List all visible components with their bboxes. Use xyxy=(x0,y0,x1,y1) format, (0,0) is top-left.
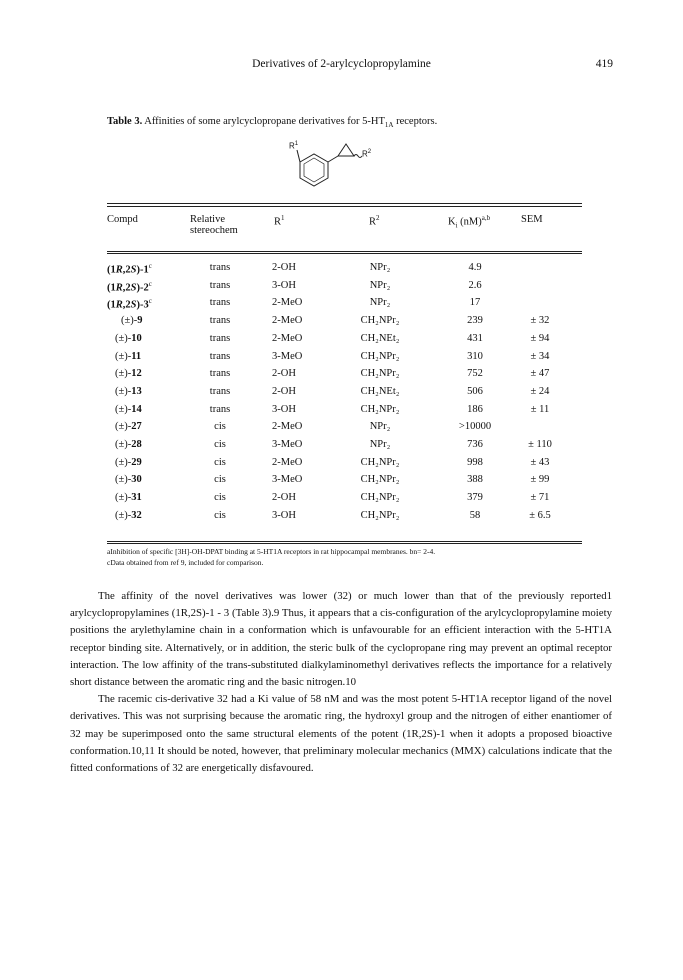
ki-cell: 752 xyxy=(467,368,483,380)
r1-cell: 3-OH xyxy=(272,509,296,521)
r2-cell: CH₂NPr₂ xyxy=(360,474,400,486)
compd-cell: (1R,2S)-2$^c$ xyxy=(107,279,152,294)
compd-cell: (±)-11 xyxy=(115,350,142,362)
stereo-cell: cis xyxy=(214,492,226,504)
table-caption-sub: 1A xyxy=(384,121,394,130)
r1-cell: 2-OH xyxy=(272,385,296,397)
sem-cell: ± 94 xyxy=(530,332,550,344)
body-text xyxy=(70,588,612,777)
r1-cell: 2-OH xyxy=(272,262,296,273)
table-row xyxy=(0,492,683,509)
table-caption-label: Table 3. xyxy=(107,116,143,127)
table-bottom-rule-2 xyxy=(107,543,582,544)
table-row xyxy=(0,457,683,474)
sem-cell: ± 110 xyxy=(528,439,552,450)
table-header-rule-2 xyxy=(107,253,582,254)
compd-cell: (1R,2S)-1$^c$ xyxy=(107,262,152,276)
sem-cell: ± 47 xyxy=(530,368,550,380)
col-r1: $R^1$ xyxy=(274,214,285,228)
stereo-cell: trans xyxy=(209,403,231,415)
sem-cell: ± 6.5 xyxy=(529,509,551,521)
table-caption-text: Affinities of some arylcyclopropane derivatives for 5-HT xyxy=(142,116,385,127)
ki-cell: 998 xyxy=(467,456,483,468)
r2-cell: NPr₂ xyxy=(369,279,391,291)
sem-cell: ± 11 xyxy=(530,403,550,415)
ki-cell: 17 xyxy=(469,297,481,309)
stereo-cell: cis xyxy=(214,421,226,433)
stereo-cell: trans xyxy=(209,332,231,344)
sem-cell: ± 99 xyxy=(530,474,550,486)
r2-cell: CH₂NPr₂ xyxy=(360,368,400,380)
r1-cell: 2-MeO xyxy=(272,421,303,433)
stereo-cell: trans xyxy=(209,262,231,273)
r1-cell: 2-MeO xyxy=(272,315,303,327)
ki-cell: 388 xyxy=(467,474,483,486)
paragraph-1: The affinity of the novel derivatives was lower (32) or much lower than that of the previously reported1 arylcyclopropylamines (1R,2S)-1 - 3 (Table 3).9 Thus, it appears that a cis-configuration of the arylcyclopropylamine moiety positions the arylethylamine chain in a conformation which is unfavourable for an efficient interaction with the 5-HT1A receptor binding site. Alternatively, or in addition, the steric bulk of the cyclopropane ring may prevent an optimal receptor interaction. The low affinity of the trans-substituted dialkylaminomethyl derivatives reflects the importance for a relatively short distance between the aromatic ring and the basic nitrogen.10 xyxy=(70,590,612,689)
r2-cell: CH₂NEt₂ xyxy=(360,332,400,344)
compd-cell: (±)-13 xyxy=(115,385,142,397)
r2-cell: CH₂NPr₂ xyxy=(360,456,400,468)
sem-cell: ± 24 xyxy=(530,385,550,397)
table-row xyxy=(0,351,683,368)
footnote-c: cData obtained from ref 9, included for comparison. xyxy=(107,558,264,567)
r2-cell: CH₂NPr₂ xyxy=(360,350,400,362)
stereo-cell: cis xyxy=(214,439,226,450)
r1-cell: 2-MeO xyxy=(272,297,303,309)
stereo-cell: cis xyxy=(214,474,226,486)
table-caption-end: receptors. xyxy=(393,116,438,127)
table-row xyxy=(0,297,683,314)
sem-cell: ± 71 xyxy=(530,492,550,504)
col-ki: $K_i$ (nM)$^{a,b}$ xyxy=(448,214,491,230)
r1-cell: 3-MeO xyxy=(272,474,303,486)
table-row xyxy=(0,333,683,350)
compd-cell: (±)-14 xyxy=(115,403,142,415)
stereo-cell: cis xyxy=(214,456,226,468)
running-title: Derivatives of 2-arylcyclopropylamine xyxy=(252,58,431,70)
benzene-inner-ring xyxy=(304,158,324,182)
stereo-cell: trans xyxy=(209,297,231,309)
ki-cell: >10000 xyxy=(458,421,492,433)
ki-cell: 4.9 xyxy=(468,262,482,273)
ki-cell: 310 xyxy=(467,350,483,362)
aryl-cyclopropane-bond xyxy=(328,156,338,162)
table-row xyxy=(0,421,683,438)
ki-cell: 186 xyxy=(467,403,483,415)
table-row xyxy=(0,439,683,456)
ki-cell: 379 xyxy=(467,492,483,504)
r1-bond xyxy=(297,150,300,162)
r2-cell: NPr₂ xyxy=(369,421,391,433)
table-row xyxy=(0,368,683,385)
table-row xyxy=(0,386,683,403)
structure-r2-label: $R^2$ xyxy=(362,149,372,159)
running-head xyxy=(0,58,683,74)
r2-cell: CH₂NPr₂ xyxy=(360,492,400,504)
sem-cell: ± 34 xyxy=(530,350,550,362)
table-bottom-rule xyxy=(107,541,582,542)
structure-r1-label: $R^1$ xyxy=(289,141,299,151)
structure-drawing xyxy=(0,138,683,198)
r2-cell: CH₂NEt₂ xyxy=(360,385,400,397)
r2-cell: CH₂NPr₂ xyxy=(360,315,400,327)
table-top-rule xyxy=(107,203,582,204)
r1-cell: 2-OH xyxy=(272,492,296,504)
ki-cell: 736 xyxy=(467,439,483,450)
stereo-cell: trans xyxy=(209,385,231,397)
table-top-rule-2 xyxy=(107,206,582,207)
chemical-structure xyxy=(0,138,683,198)
cyclopropane-ring xyxy=(338,144,354,156)
footnote-a: aInhibition of specific [3H]-OH-DPAT binding at 5-HT1A receptors in rat hippocampal membranes. bn= 2-4. xyxy=(107,547,436,556)
compd-cell: (±)-10 xyxy=(115,332,142,344)
compd-cell: (±)-28 xyxy=(115,439,142,450)
table-row xyxy=(0,262,683,279)
r2-cell: NPr₂ xyxy=(369,297,391,309)
table-row xyxy=(0,510,683,527)
stereo-cell: trans xyxy=(209,350,231,362)
ki-cell: 506 xyxy=(467,385,483,397)
r1-cell: 3-OH xyxy=(272,279,296,291)
ki-cell: 239 xyxy=(467,315,483,327)
stereo-cell: trans xyxy=(209,279,231,291)
r1-cell: 3-OH xyxy=(272,403,296,415)
r2-cell: CH₂NPr₂ xyxy=(360,509,400,521)
table-caption xyxy=(107,116,437,129)
ki-cell: 2.6 xyxy=(468,279,482,291)
compd-cell: (±)-12 xyxy=(115,368,142,380)
compd-cell: (1R,2S)-3$^c$ xyxy=(107,297,152,311)
r2-cell: CH₂NPr₂ xyxy=(360,403,400,415)
col-r2: $R^2$ xyxy=(369,214,380,228)
compd-cell: (±)-29 xyxy=(115,456,142,468)
r1-cell: 3-MeO xyxy=(272,350,303,362)
r1-cell: 2-OH xyxy=(272,368,296,380)
compd-cell: (±)-30 xyxy=(115,474,142,486)
compd-cell: (±)-27 xyxy=(115,421,142,433)
paragraph-2: The racemic cis-derivative 32 had a Ki value of 58 nM and was the most potent 5-HT1A receptor ligand of the novel derivatives. This was not surprising because the aromatic ring, the hydroxyl group and the nitrogen of either enantiomer of 32 may be superimposed onto the same structural elements of the potent (1R,2S)-1 when it adopts a proposed bioactive conformation.10,11 It should be noted, however, that preliminary molecular mechanics (MMX) calculations indicate that the fitted conformations of 32 are energetically disfavoured. xyxy=(70,693,612,775)
table-row xyxy=(0,404,683,421)
table-row xyxy=(0,315,683,332)
ki-cell: 58 xyxy=(469,509,481,521)
compd-cell: (±)-9 xyxy=(121,315,143,327)
sem-cell: ± 32 xyxy=(530,315,550,327)
r1-cell: 2-MeO xyxy=(272,332,303,344)
compd-cell: (±)-31 xyxy=(115,492,142,504)
table-row xyxy=(0,474,683,491)
r1-cell: 3-MeO xyxy=(272,439,303,450)
table-header-rule xyxy=(107,251,582,252)
table-row xyxy=(0,280,683,297)
col-stereo: Relative stereochem xyxy=(190,214,238,236)
wavy-bond xyxy=(354,155,362,158)
col-sem: SEM xyxy=(521,214,543,225)
col-compd: Compd xyxy=(107,214,138,225)
sem-cell: ± 43 xyxy=(530,456,550,468)
compd-cell: (±)-32 xyxy=(115,509,142,521)
ki-cell: 431 xyxy=(467,332,483,344)
stereo-cell: trans xyxy=(209,315,231,327)
stereo-cell: cis xyxy=(214,509,226,521)
r2-cell: NPr₂ xyxy=(369,439,391,450)
stereo-cell: trans xyxy=(209,368,231,380)
r1-cell: 2-MeO xyxy=(272,456,303,468)
r2-cell: NPr₂ xyxy=(369,262,391,273)
page-number: 419 xyxy=(595,58,613,70)
